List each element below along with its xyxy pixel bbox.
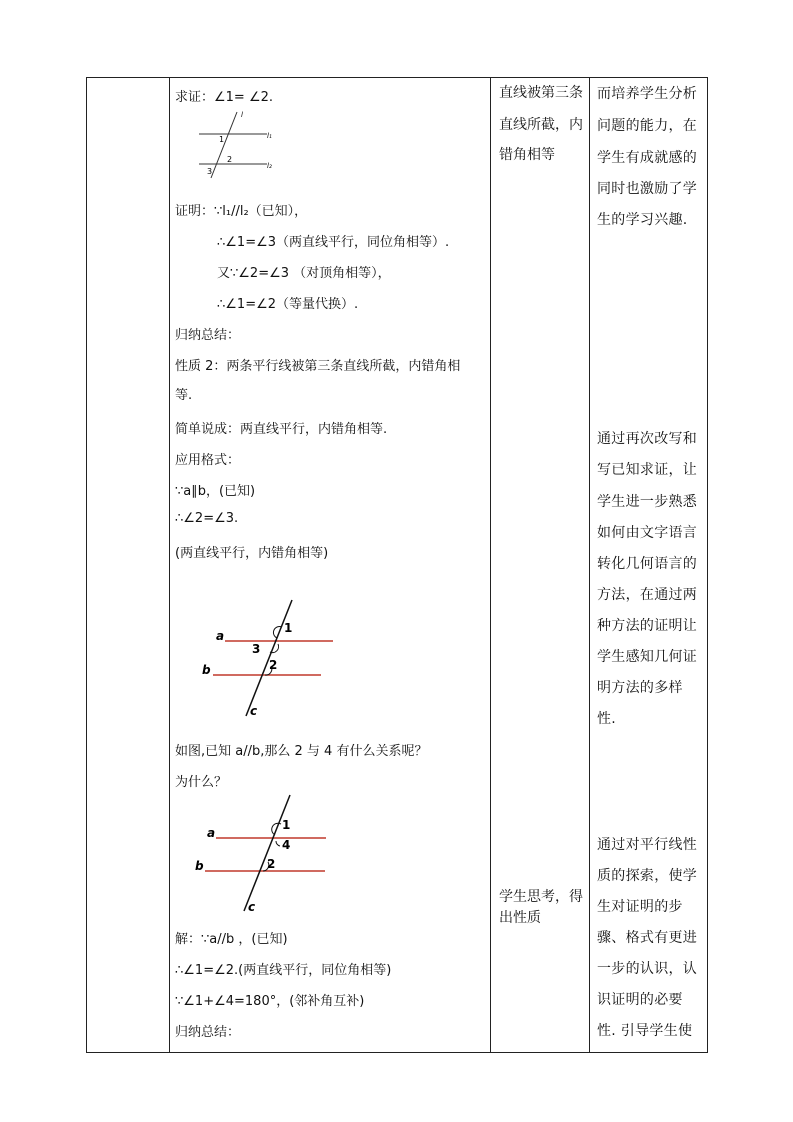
format-line-2: ∴∠2=∠3.	[175, 511, 239, 526]
intent-c-line-2: 质的探索，使学	[597, 868, 698, 884]
fig3-label-a: a	[207, 826, 216, 840]
figure-3-parallel-lines	[195, 791, 345, 915]
fig2-label-a: a	[216, 629, 225, 643]
fig1-label-l: l	[241, 111, 243, 119]
intent-c-line-1: 通过对平行线性	[597, 837, 698, 853]
solution-line-1: 解：∵a//b ，(已知)	[175, 932, 288, 947]
intent-a-line-2: 问题的能力，在	[597, 118, 698, 134]
proof-line-2: ∴∠1=∠3（两直线平行，同位角相等）.	[217, 235, 450, 250]
teaching-content-column	[175, 78, 487, 1052]
figure-1-parallel-lines	[195, 108, 275, 180]
intent-c-line-6: 识证明的必要	[597, 992, 683, 1008]
intent-b-line-4: 如何由文字语言	[597, 525, 698, 541]
intent-c-line-7: 性. 引导学生使	[597, 1023, 693, 1039]
intent-b-line-5: 转化几何语言的	[597, 556, 698, 572]
intent-c-line-4: 骤、格式有更进	[597, 930, 698, 946]
intent-b-line-6: 方法，在通过两	[597, 587, 698, 603]
activity-b-line-2: 出性质	[499, 910, 541, 926]
activity-a-line-2: 直线所截，内	[499, 117, 583, 133]
fig3-label-c: c	[248, 900, 256, 914]
figure-2-parallel-lines	[195, 596, 345, 720]
question-line-1: 如图,已知 a//b,那么 2 与 4 有什么关系呢？	[175, 744, 428, 759]
solution-line-2: ∴∠1=∠2.(两直线平行，同位角相等)	[175, 963, 392, 978]
intent-b-line-2: 写已知求证，让	[597, 462, 698, 478]
fig1-angle-2: 2	[227, 155, 233, 164]
column-divider	[169, 78, 170, 1052]
fig1-angle-1: 1	[219, 135, 225, 144]
intent-b-line-8: 学生感知几何证	[597, 649, 698, 665]
lesson-table	[86, 77, 708, 1053]
fig3-label-b: b	[195, 859, 204, 873]
property-2-line-2: 等.	[175, 388, 193, 403]
intent-b-line-9: 明方法的多样	[597, 680, 683, 696]
intent-a-line-1: 而培养学生分析	[597, 86, 698, 102]
proof-line-4: ∴∠1=∠2（等量代换）.	[217, 297, 359, 312]
fig1-label-l2: l₂	[267, 162, 272, 170]
simple-statement: 简单说成：两直线平行，内错角相等.	[175, 422, 388, 437]
question-line-2: 为什么？	[175, 775, 228, 790]
fig1-label-l1: l₁	[267, 132, 272, 140]
fig2-angle-1: 1	[284, 621, 293, 635]
intent-c-line-3: 生对证明的步	[597, 899, 683, 915]
intent-b-line-7: 种方法的证明让	[597, 618, 698, 634]
activity-a-line-3: 错角相等	[499, 147, 555, 163]
fig3-angle-1: 1	[282, 818, 291, 832]
column-divider	[589, 78, 590, 1052]
prove-statement: 求证：∠1= ∠2.	[175, 90, 274, 105]
intent-b-line-10: 性.	[597, 711, 617, 727]
property-2-line-1: 性质 2：两条平行线被第三条直线所截，内错角相	[175, 359, 461, 374]
application-format-heading: 应用格式：	[175, 453, 241, 468]
fig3-angle-4: 4	[282, 838, 291, 852]
format-line-3: (两直线平行，内错角相等)	[175, 546, 329, 561]
fig3-angle-2: 2	[267, 857, 276, 871]
intent-b-line-3: 学生进一步熟悉	[597, 494, 698, 510]
intent-a-line-3: 学生有成就感的	[597, 150, 698, 166]
activity-b-line-1: 学生思考，得	[499, 889, 583, 905]
fig1-angle-3: 3	[207, 167, 213, 176]
intent-c-line-5: 一步的认识，认	[597, 961, 698, 977]
proof-line-1: 证明：∵l₁//l₂（已知），	[175, 204, 308, 219]
solution-line-3: ∵∠1+∠4=180°，(邻补角互补)	[175, 994, 365, 1009]
intent-a-line-4: 同时也激励了学	[597, 181, 698, 197]
summary-heading-2: 归纳总结：	[175, 1025, 241, 1040]
fig2-angle-3: 3	[252, 642, 261, 656]
proof-line-3: 又∵∠2=∠3 （对顶角相等），	[217, 266, 391, 281]
format-line-1: ∵a∥b，(已知)	[175, 484, 256, 499]
activity-a-line-1: 直线被第三条	[499, 85, 583, 101]
column-divider	[490, 78, 491, 1052]
fig2-angle-2: 2	[269, 658, 278, 672]
fig2-label-c: c	[250, 704, 258, 718]
intent-a-line-5: 生的学习兴趣.	[597, 212, 688, 228]
summary-heading: 归纳总结：	[175, 328, 241, 343]
fig2-label-b: b	[202, 663, 211, 677]
intent-b-line-1: 通过再次改写和	[597, 431, 698, 447]
